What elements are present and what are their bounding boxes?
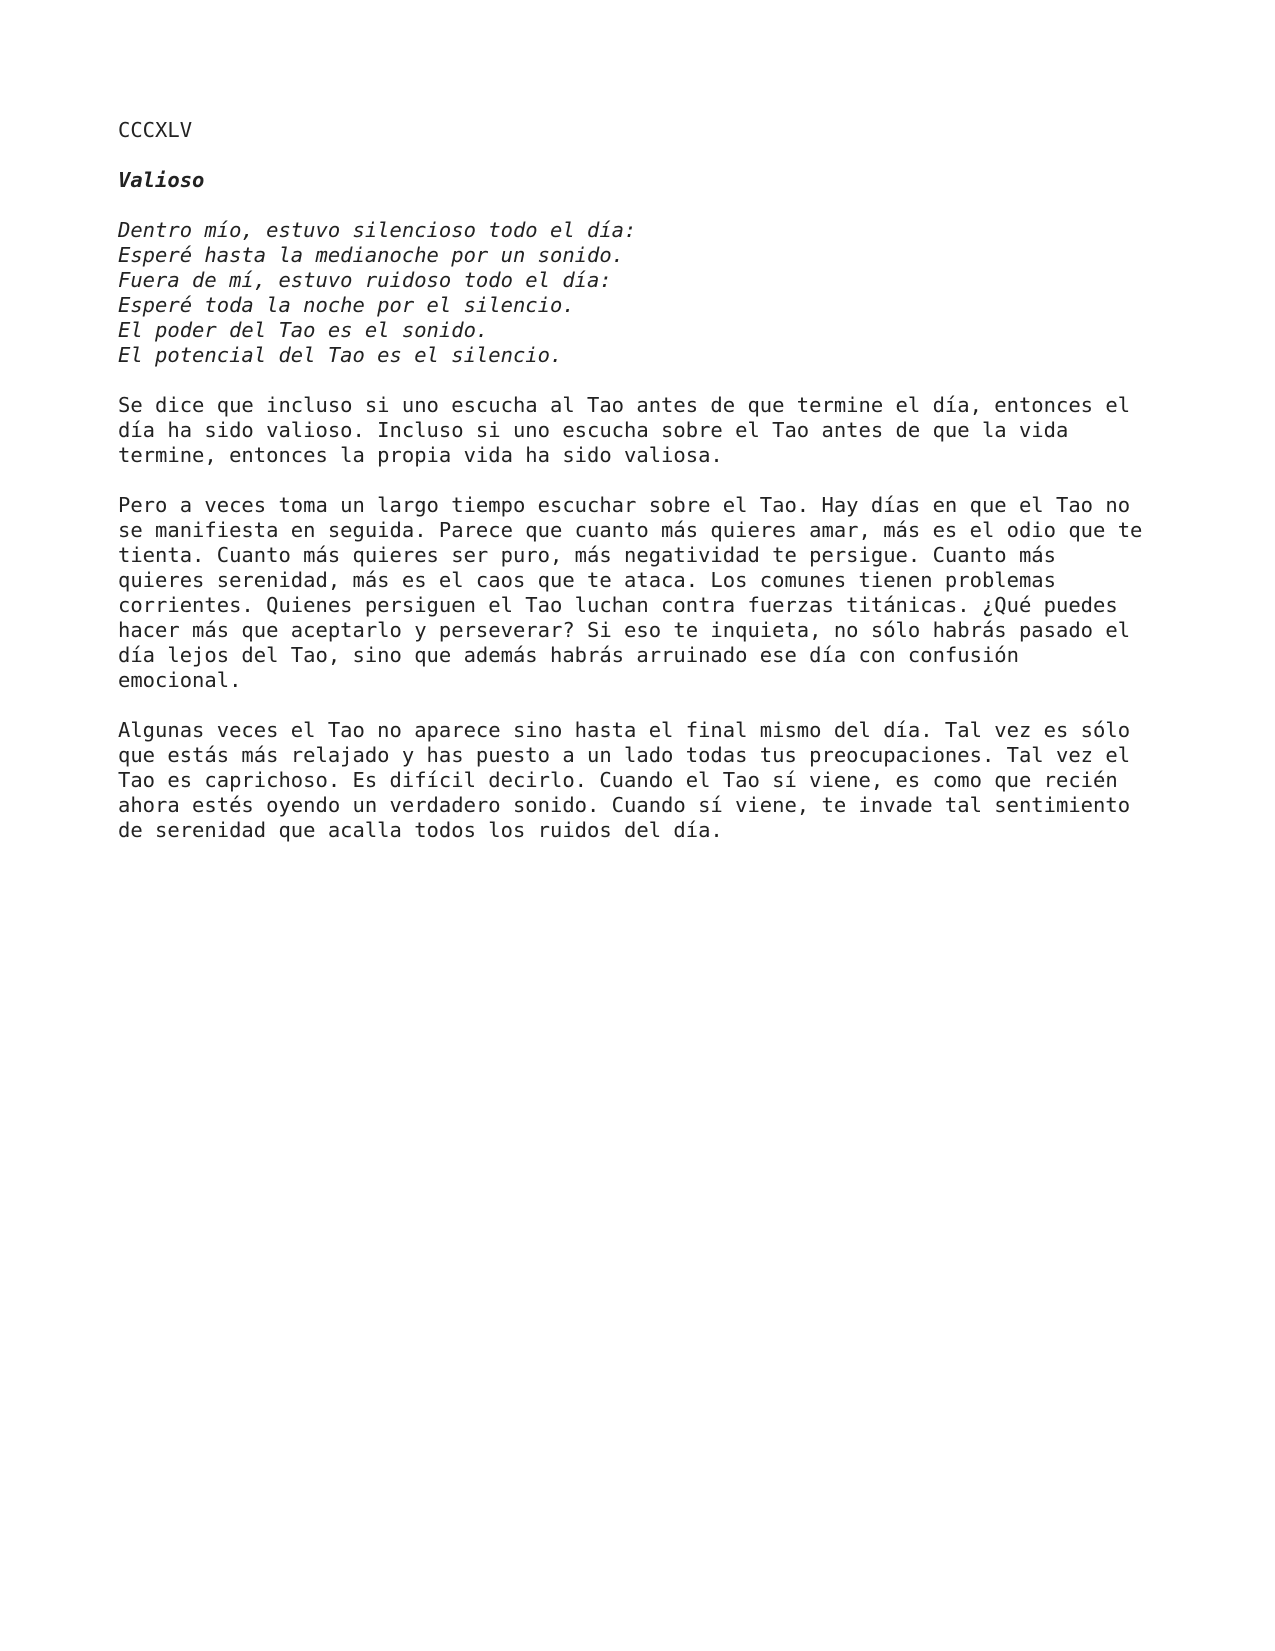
paragraph-line: emocional.	[118, 668, 242, 692]
paragraph-line: tienta. Cuanto más quieres ser puro, más negatividad te persigue. Cuanto más	[118, 543, 1056, 567]
paragraph-line: Tao es caprichoso. Es difícil decirlo. Cuando el Tao sí viene, es como que recién	[118, 768, 1118, 792]
paragraph-line: termine, entonces la propia vida ha sido valiosa.	[118, 443, 723, 467]
document-page	[118, 118, 1178, 868]
poem-line: El poder del Tao es el sonido.	[118, 318, 489, 342]
paragraph-line: ahora estés oyendo un verdadero sonido. Cuando sí viene, te invade tal sentimiento	[118, 793, 1131, 817]
chapter-number: CCCXLV	[118, 118, 193, 142]
paragraph-2	[118, 493, 1178, 693]
paragraph-line: Se dice que incluso si uno escucha al Tao antes de que termine el día, entonces el	[118, 393, 1131, 417]
paragraph-line: se manifiesta en seguida. Parece que cuanto más quieres amar, más es el odio que te	[118, 518, 1143, 542]
paragraph-3	[118, 718, 1178, 843]
paragraph-line: que estás más relajado y has puesto a un lado todas tus preocupaciones. Tal vez el	[118, 743, 1131, 767]
paragraph-line: quieres serenidad, más es el caos que te ataca. Los comunes tienen problemas	[118, 568, 1056, 592]
paragraph-line: hacer más que aceptarlo y perseverar? Si eso te inquieta, no sólo habrás pasado el	[118, 618, 1131, 642]
paragraph-line: corrientes. Quienes persiguen el Tao luchan contra fuerzas titánicas. ¿Qué puedes	[118, 593, 1118, 617]
poem-line: Dentro mío, estuvo silencioso todo el día:	[118, 218, 637, 242]
paragraph-line: Pero a veces toma un largo tiempo escuchar sobre el Tao. Hay días en que el Tao no	[118, 493, 1131, 517]
paragraph-line: día lejos del Tao, sino que además habrás arruinado ese día con confusión	[118, 643, 1019, 667]
chapter-title: Valioso	[118, 168, 205, 192]
paragraph-line: día ha sido valioso. Incluso si uno escucha sobre el Tao antes de que la vida	[118, 418, 1069, 442]
paragraph-line: de serenidad que acalla todos los ruidos del día.	[118, 818, 723, 842]
poem-line: El potencial del Tao es el silencio.	[118, 343, 563, 367]
poem-stanza	[118, 218, 1178, 368]
poem-line: Esperé toda la noche por el silencio.	[118, 293, 575, 317]
paragraph-line: Algunas veces el Tao no aparece sino hasta el final mismo del día. Tal vez es sólo	[118, 718, 1131, 742]
paragraph-1	[118, 393, 1178, 468]
poem-line: Fuera de mí, estuvo ruidoso todo el día:	[118, 268, 612, 292]
poem-line: Esperé hasta la medianoche por un sonido.	[118, 243, 625, 267]
